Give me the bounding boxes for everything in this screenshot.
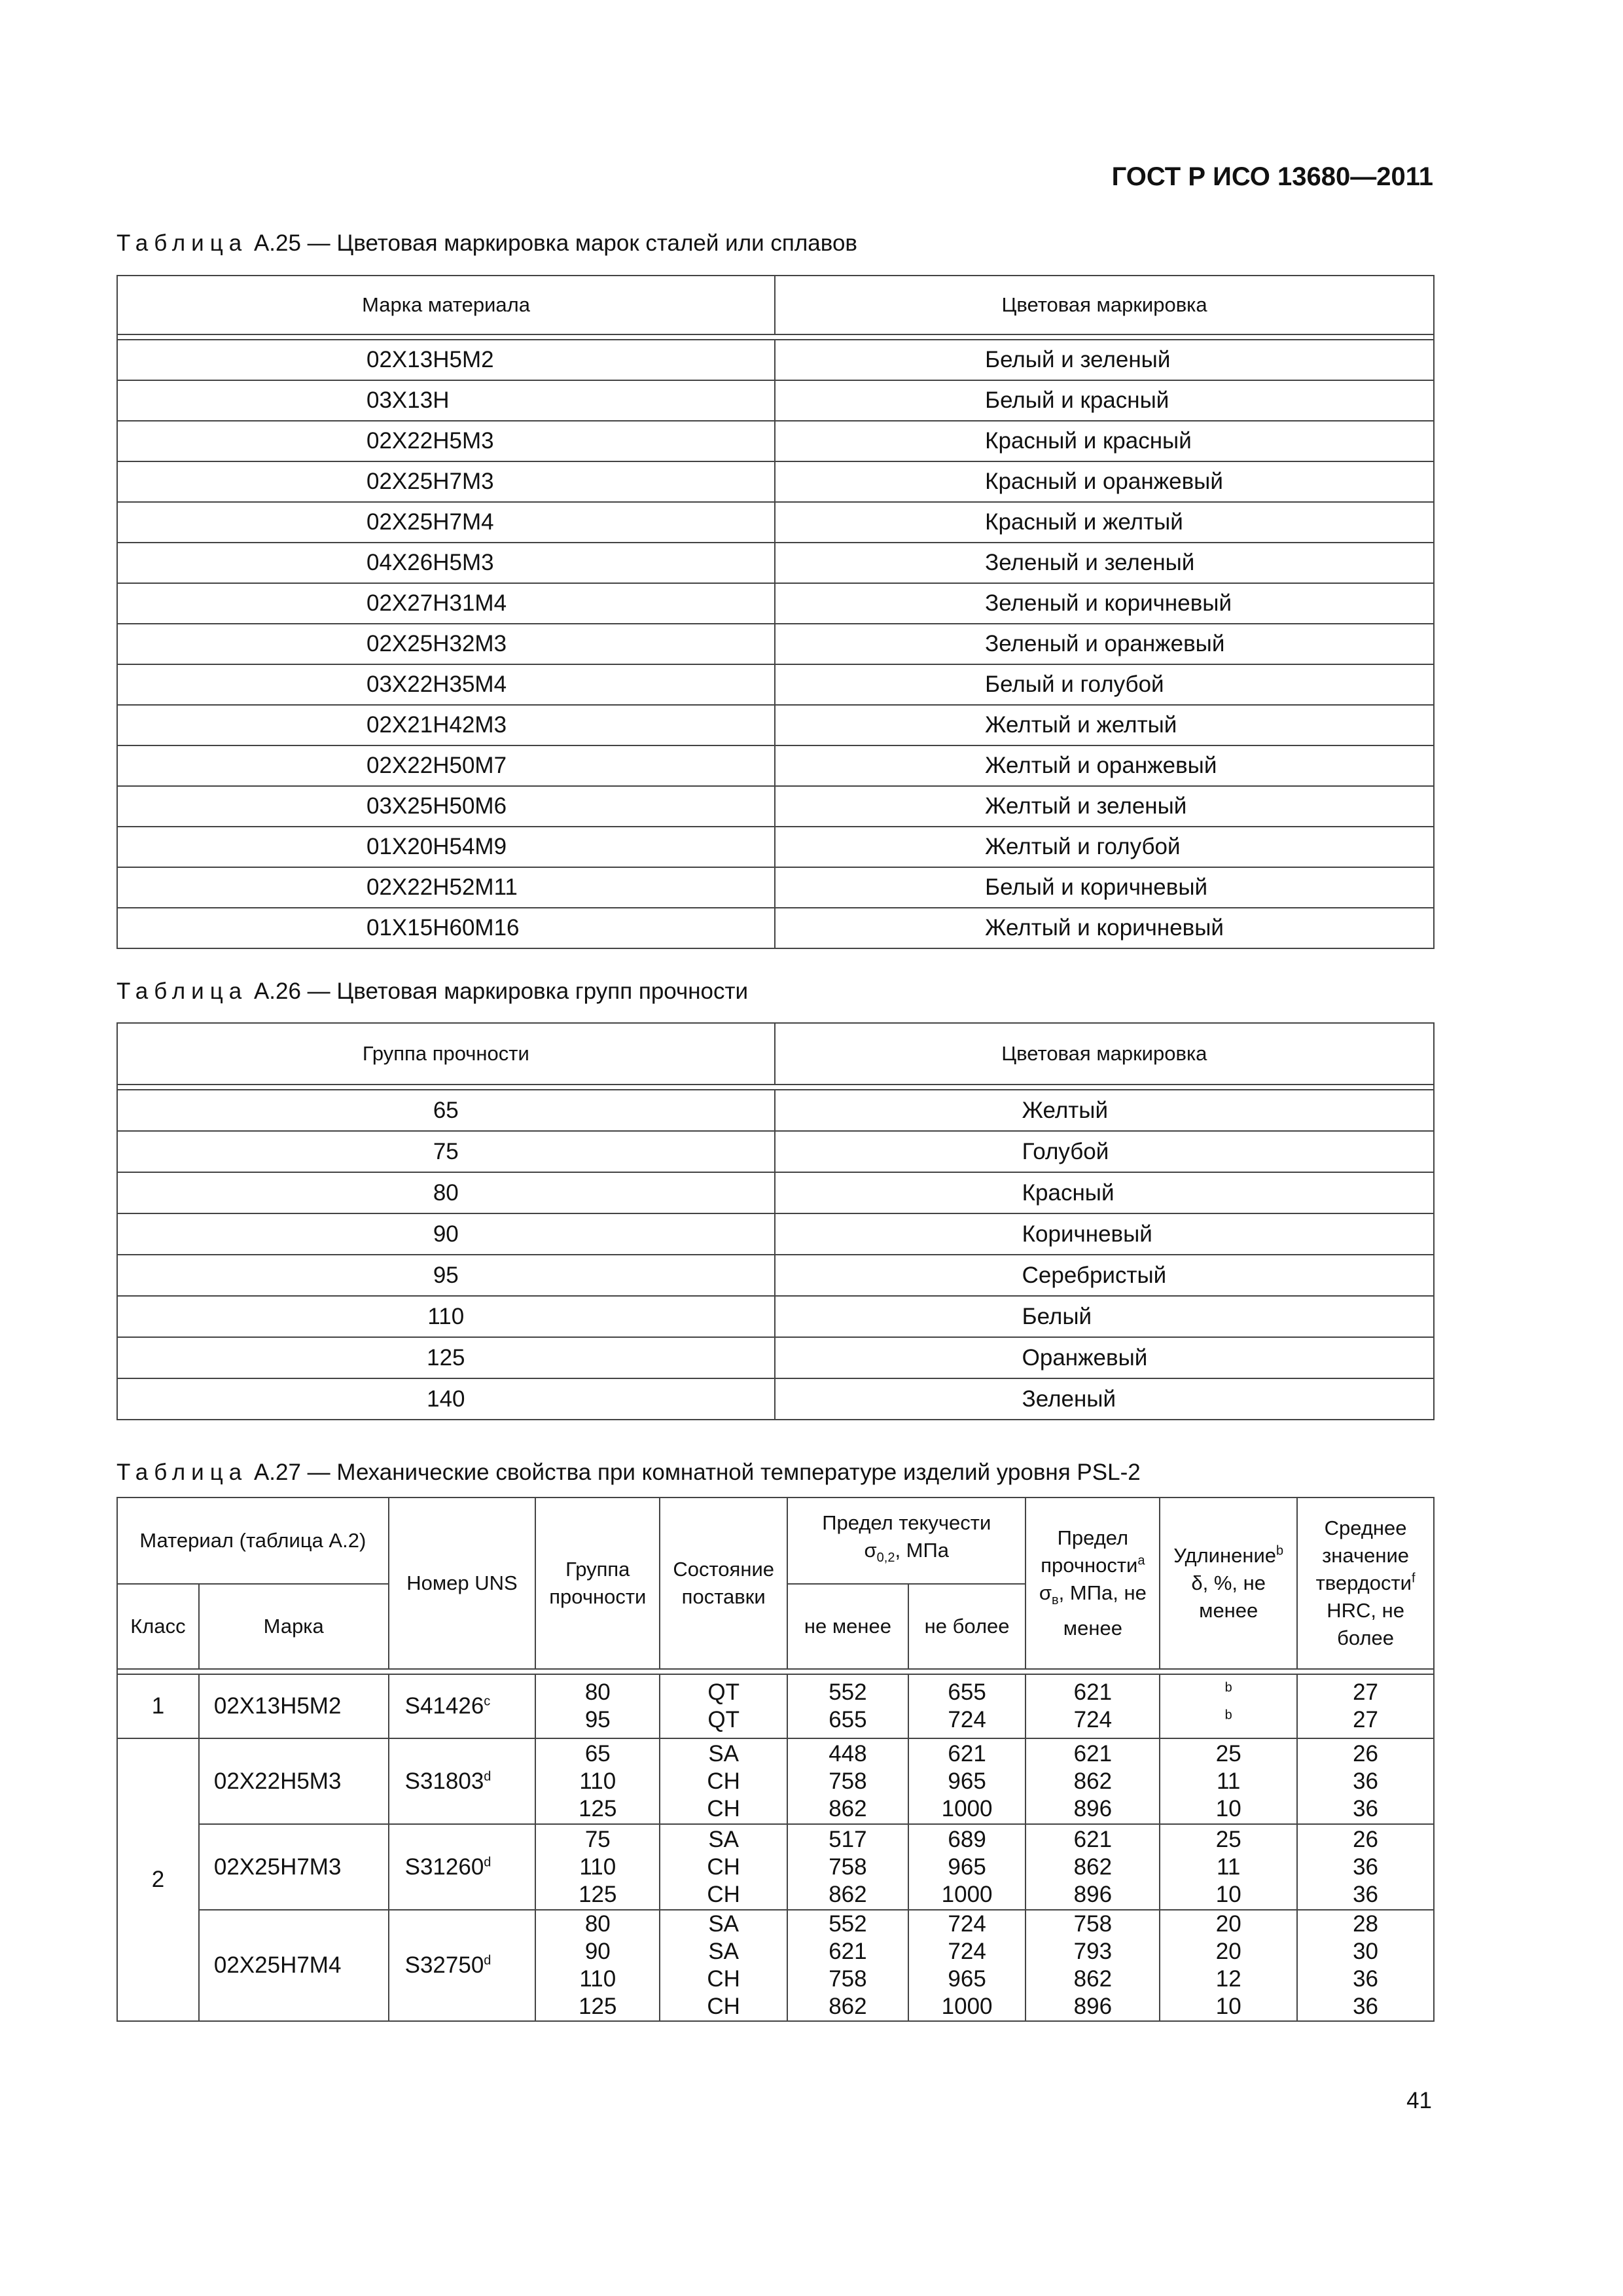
cell-value: 12 xyxy=(1215,1966,1241,1992)
uns-number: S31260 xyxy=(404,1854,484,1880)
table-row xyxy=(117,461,1434,502)
caption-text: А.26 — Цветовая маркировка групп прочности xyxy=(247,978,749,1004)
material-grade-cell: 02Х27Н31М4 xyxy=(117,583,775,624)
cell-value: 896 xyxy=(1073,1994,1113,2019)
footnote-mark: b xyxy=(1276,1543,1284,1558)
hardness-values xyxy=(1297,1824,1434,1910)
material-grade-cell: 03Х25Н50М6 xyxy=(117,786,775,827)
color-marking-cell: Коричневый xyxy=(775,1213,1434,1255)
material-grade-cell: 02Х22Н50М7 xyxy=(117,745,775,786)
hardness-values xyxy=(1297,1910,1434,2021)
table-row xyxy=(117,664,1434,705)
yield-max-values xyxy=(908,1738,1026,1824)
color-marking-cell: Желтый и зеленый xyxy=(775,786,1434,827)
color-marking-cell: Красный и оранжевый xyxy=(775,461,1434,502)
elongation-values xyxy=(1160,1910,1297,2021)
table-row xyxy=(117,1131,1434,1172)
cell-value: 10 xyxy=(1215,1994,1241,2019)
cell-value: 724 xyxy=(1073,1707,1113,1732)
table-row xyxy=(117,867,1434,908)
cell-value: 10 xyxy=(1215,1881,1241,1907)
header-separator xyxy=(117,1669,1434,1674)
cell-value: 125 xyxy=(579,1795,617,1821)
caption-text: А.25 — Цветовая маркировка марок сталей или сплавов xyxy=(247,230,858,256)
tensile-header-line: Предел xyxy=(1057,1526,1129,1550)
yield-min-values xyxy=(787,1738,908,1824)
cell-value: 11 xyxy=(1217,1768,1241,1794)
hardness-header-line: HRC, не xyxy=(1327,1599,1404,1622)
caption-text: А.27 — Механические свойства при комнатной температуре изделий уровня PSL-2 xyxy=(247,1460,1141,1485)
cell-value: 862 xyxy=(1073,1854,1113,1880)
table-a26 xyxy=(116,1022,1435,1420)
cell-value: 1000 xyxy=(941,1994,993,2019)
cell-value: 724 xyxy=(948,1911,986,1937)
condition-values xyxy=(660,1824,787,1910)
cell-value: 80 xyxy=(584,1911,611,1937)
cell-value: SA xyxy=(708,1826,740,1852)
cell-value: 95 xyxy=(584,1707,611,1732)
table-a25-body xyxy=(117,334,1434,948)
color-marking-cell: Красный и красный xyxy=(775,421,1434,461)
yield-max-values xyxy=(908,1674,1026,1738)
tensile-values xyxy=(1026,1738,1160,1824)
material-grade-cell: 02Х25Н7М4 xyxy=(117,502,775,543)
elongation-values xyxy=(1160,1674,1297,1738)
table-a26-caption xyxy=(116,978,748,1005)
yield-min-values xyxy=(787,1674,908,1738)
cell-value: 896 xyxy=(1073,1881,1113,1907)
cell-value: 125 xyxy=(579,1994,617,2019)
condition-values xyxy=(660,1738,787,1824)
color-marking-cell: Голубой xyxy=(775,1131,1434,1172)
group-header-line: Группа xyxy=(565,1558,630,1581)
caption-label: Таблица xyxy=(116,230,248,256)
cell-value: SA xyxy=(708,1939,740,1964)
cell-value: 110 xyxy=(579,1854,616,1880)
yield-unit: , МПа xyxy=(895,1539,950,1562)
table-a27-body xyxy=(117,1669,1434,2021)
strength-group-cell: 75 xyxy=(117,1131,775,1172)
cell-value: CH xyxy=(707,1854,740,1880)
cell-value: 26 xyxy=(1353,1740,1379,1767)
condition-values xyxy=(660,1674,787,1738)
elongation-header-line: менее xyxy=(1199,1599,1258,1622)
table-a25-caption xyxy=(116,230,857,257)
cell-value: SA xyxy=(708,1740,740,1767)
strength-group-cell: 125 xyxy=(117,1337,775,1378)
caption-label: Таблица xyxy=(116,978,248,1004)
group-header xyxy=(535,1498,660,1669)
material-grade-cell: 01Х15Н60М16 xyxy=(117,908,775,948)
cell-value: 689 xyxy=(948,1826,986,1852)
cell-value: 20 xyxy=(1215,1911,1241,1937)
color-marking-cell: Белый xyxy=(775,1296,1434,1337)
cell-value: 75 xyxy=(584,1826,611,1852)
condition-header-line: поставки xyxy=(681,1585,766,1608)
cell-value: 25 xyxy=(1215,1740,1241,1767)
cell-value: 36 xyxy=(1353,1854,1379,1880)
material-grade-cell: 03Х13Н xyxy=(117,380,775,421)
yield-min-values xyxy=(787,1824,908,1910)
cell-value: 724 xyxy=(948,1707,986,1732)
tensile-header xyxy=(1026,1498,1160,1669)
tensile-values xyxy=(1026,1910,1160,2021)
strength-group-cell: 90 xyxy=(117,1213,775,1255)
color-marking-cell: Зеленый и оранжевый xyxy=(775,624,1434,664)
tensile-subscript: в xyxy=(1052,1593,1059,1608)
material-grade-cell: 02Х13Н5М2 xyxy=(117,340,775,380)
cell-value: 621 xyxy=(1073,1826,1113,1852)
cell-value: 655 xyxy=(948,1679,986,1705)
table-row xyxy=(117,786,1434,827)
table-row xyxy=(117,543,1434,583)
table-row xyxy=(117,380,1434,421)
strength-group-cell: 65 xyxy=(117,1090,775,1131)
table-row xyxy=(117,1674,1434,1738)
cell-value: 862 xyxy=(829,1881,867,1907)
cell-value: 896 xyxy=(1073,1795,1113,1821)
table-a27 xyxy=(116,1497,1435,2022)
color-marking-cell: Белый и голубой xyxy=(775,664,1434,705)
cell-value: 110 xyxy=(579,1768,616,1794)
column-header: Марка материала xyxy=(117,276,775,334)
cell-value: 965 xyxy=(948,1966,986,1992)
strength-group-values xyxy=(535,1910,660,2021)
cell-value: 36 xyxy=(1353,1795,1379,1821)
cell-value: 965 xyxy=(948,1854,986,1880)
cell-value: 862 xyxy=(1073,1768,1113,1794)
elongation-header-line: Удлинение xyxy=(1173,1544,1277,1567)
cell-value: 36 xyxy=(1353,1994,1379,2019)
hardness-header xyxy=(1297,1498,1434,1669)
column-header: Группа прочности xyxy=(117,1023,775,1085)
table-a27-caption xyxy=(116,1460,1141,1486)
grade-cell: 02Х25Н7М4 xyxy=(199,1910,389,2021)
cell-value: 448 xyxy=(829,1740,867,1767)
strength-group-cell: 110 xyxy=(117,1296,775,1337)
table-row xyxy=(117,908,1434,948)
strength-group-cell: 95 xyxy=(117,1255,775,1296)
table-row xyxy=(117,1090,1434,1131)
table-row xyxy=(117,1255,1434,1296)
cell-value: 517 xyxy=(829,1826,867,1852)
table-row xyxy=(117,705,1434,745)
yield-min-header: не менее xyxy=(787,1584,908,1669)
cell-value: 758 xyxy=(829,1768,867,1794)
group-header-line: прочности xyxy=(549,1585,647,1608)
footnote-mark: f xyxy=(1412,1571,1416,1586)
table-row xyxy=(117,1910,1434,2021)
header-separator xyxy=(117,1085,1434,1090)
cell-value: 655 xyxy=(829,1707,867,1732)
table-row xyxy=(117,1378,1434,1420)
footnote-mark: a xyxy=(1137,1554,1145,1569)
yield-header-line: Предел текучести xyxy=(822,1511,991,1535)
condition-values xyxy=(660,1910,787,2021)
table-row xyxy=(117,421,1434,461)
strength-group-cell: 80 xyxy=(117,1172,775,1213)
cell-value: 20 xyxy=(1215,1939,1241,1964)
color-marking-cell: Белый и зеленый xyxy=(775,340,1434,380)
table-row xyxy=(117,827,1434,867)
cell-value: CH xyxy=(707,1795,740,1821)
table-row xyxy=(117,1172,1434,1213)
class-cell: 2 xyxy=(117,1738,199,2021)
cell-value: 621 xyxy=(1073,1679,1113,1705)
table-row xyxy=(117,624,1434,664)
cell-value: 65 xyxy=(584,1740,611,1767)
class-header: Класс xyxy=(117,1584,199,1669)
uns-cell xyxy=(389,1674,536,1738)
material-grade-cell: 01Х20Н54М9 xyxy=(117,827,775,867)
condition-header-line: Состояние xyxy=(673,1558,774,1581)
table-row xyxy=(117,340,1434,380)
material-grade-cell: 02Х22Н52М11 xyxy=(117,867,775,908)
color-marking-cell: Зеленый и зеленый xyxy=(775,543,1434,583)
table-row xyxy=(117,1296,1434,1337)
cell-value: CH xyxy=(707,1966,740,1992)
elongation-values xyxy=(1160,1824,1297,1910)
uns-cell xyxy=(389,1824,536,1910)
cell-value: 793 xyxy=(1073,1939,1113,1964)
yield-max-header: не более xyxy=(908,1584,1026,1669)
uns-number: S41426 xyxy=(404,1693,484,1719)
yield-min-values xyxy=(787,1910,908,2021)
grade-cell: 02Х13Н5М2 xyxy=(199,1674,389,1738)
cell-value: 552 xyxy=(829,1911,867,1937)
material-grade-cell: 02Х25Н32М3 xyxy=(117,624,775,664)
cell-value: 862 xyxy=(829,1795,867,1821)
elongation-values xyxy=(1160,1738,1297,1824)
grade-cell: 02Х25Н7М3 xyxy=(199,1824,389,1910)
column-header: Цветовая маркировка xyxy=(775,276,1434,334)
cell-value: CH xyxy=(707,1768,740,1794)
footnote-mark: d xyxy=(484,1768,491,1784)
material-header: Материал (таблица А.2) xyxy=(117,1498,389,1584)
color-marking-cell: Белый и коричневый xyxy=(775,867,1434,908)
cell-value: CH xyxy=(707,1881,740,1907)
cell-value: 125 xyxy=(579,1881,617,1907)
strength-group-values xyxy=(535,1674,660,1738)
material-grade-cell: 02Х25Н7М3 xyxy=(117,461,775,502)
color-marking-cell: Красный и желтый xyxy=(775,502,1434,543)
cell-value: 110 xyxy=(579,1966,616,1992)
cell-value: 862 xyxy=(829,1994,867,2019)
cell-value: 724 xyxy=(948,1939,986,1964)
cell-value: QT xyxy=(707,1679,740,1705)
elongation-header-line: δ, %, не xyxy=(1191,1571,1266,1594)
condition-header xyxy=(660,1498,787,1669)
strength-group-cell: 140 xyxy=(117,1378,775,1420)
cell-value: b xyxy=(1224,1680,1232,1695)
uns-header: Номер UNS xyxy=(389,1498,536,1669)
cell-value: 25 xyxy=(1215,1826,1241,1852)
color-marking-cell: Зеленый xyxy=(775,1378,1434,1420)
tensile-header-line: , МПа, не xyxy=(1058,1581,1147,1605)
yield-max-values xyxy=(908,1824,1026,1910)
table-row xyxy=(117,1824,1434,1910)
header-separator xyxy=(117,334,1434,340)
uns-number: S31803 xyxy=(404,1768,484,1794)
table-a25 xyxy=(116,275,1435,949)
class-cell: 1 xyxy=(117,1674,199,1738)
cell-value: 36 xyxy=(1353,1881,1379,1907)
color-marking-cell: Желтый и желтый xyxy=(775,705,1434,745)
yield-max-values xyxy=(908,1910,1026,2021)
hardness-header-line: более xyxy=(1337,1626,1395,1649)
cell-value: 1000 xyxy=(941,1795,993,1821)
material-grade-cell: 02Х22Н5М3 xyxy=(117,421,775,461)
elongation-header xyxy=(1160,1498,1297,1669)
footnote-mark: d xyxy=(484,1854,491,1869)
hardness-values xyxy=(1297,1674,1434,1738)
cell-value: 28 xyxy=(1353,1911,1379,1937)
color-marking-cell: Серебристый xyxy=(775,1255,1434,1296)
cell-value: 621 xyxy=(1073,1740,1113,1767)
table-row xyxy=(117,583,1434,624)
uns-cell xyxy=(389,1738,536,1824)
cell-value: 758 xyxy=(829,1854,867,1880)
uns-number: S32750 xyxy=(404,1952,484,1978)
cell-value: 30 xyxy=(1353,1939,1379,1964)
footnote-mark: d xyxy=(484,1953,491,1968)
cell-value: CH xyxy=(707,1994,740,2019)
table-row xyxy=(117,745,1434,786)
tensile-header-line: менее xyxy=(1063,1616,1122,1640)
material-grade-cell: 03Х22Н35М4 xyxy=(117,664,775,705)
cell-value: 1000 xyxy=(941,1881,993,1907)
strength-group-values xyxy=(535,1824,660,1910)
table-row xyxy=(117,1337,1434,1378)
yield-subscript: 0,2 xyxy=(876,1551,895,1566)
table-row xyxy=(117,502,1434,543)
yield-header xyxy=(787,1498,1026,1584)
material-grade-cell: 04Х26Н5М3 xyxy=(117,543,775,583)
hardness-values xyxy=(1297,1738,1434,1824)
color-marking-cell: Красный xyxy=(775,1172,1434,1213)
cell-value: 621 xyxy=(829,1939,867,1964)
cell-value: 862 xyxy=(1073,1966,1113,1992)
table-row xyxy=(117,1738,1434,1824)
hardness-header-line: Среднее xyxy=(1324,1516,1407,1539)
material-grade-cell: 02Х21Н42М3 xyxy=(117,705,775,745)
color-marking-cell: Желтый и голубой xyxy=(775,827,1434,867)
cell-value: 36 xyxy=(1353,1966,1379,1992)
cell-value: 758 xyxy=(829,1966,867,1992)
hardness-header-line: твердости xyxy=(1315,1571,1412,1594)
column-header: Цветовая маркировка xyxy=(775,1023,1434,1085)
hardness-header-line: значение xyxy=(1322,1544,1410,1567)
cell-value: 26 xyxy=(1353,1826,1379,1852)
cell-value: 36 xyxy=(1353,1768,1379,1794)
cell-value: 27 xyxy=(1353,1707,1379,1732)
cell-value: 965 xyxy=(948,1768,986,1794)
cell-value: b xyxy=(1224,1708,1232,1723)
uns-cell xyxy=(389,1910,536,2021)
tensile-values xyxy=(1026,1824,1160,1910)
cell-value: 758 xyxy=(1073,1911,1113,1937)
strength-group-values xyxy=(535,1738,660,1824)
cell-value: QT xyxy=(707,1707,740,1732)
color-marking-cell: Зеленый и коричневый xyxy=(775,583,1434,624)
cell-value: 27 xyxy=(1353,1679,1379,1705)
caption-label: Таблица xyxy=(116,1460,248,1485)
sigma-symbol: σ xyxy=(1039,1581,1052,1605)
cell-value: 621 xyxy=(948,1740,986,1767)
tensile-values xyxy=(1026,1674,1160,1738)
grade-header: Марка xyxy=(199,1584,389,1669)
footnote-mark: c xyxy=(484,1694,491,1709)
color-marking-cell: Желтый и оранжевый xyxy=(775,745,1434,786)
cell-value: 90 xyxy=(584,1939,611,1964)
document-header: ГОСТ Р ИСО 13680—2011 xyxy=(1111,162,1433,191)
cell-value: 80 xyxy=(584,1679,611,1705)
table-a26-body xyxy=(117,1085,1434,1420)
cell-value: 10 xyxy=(1215,1795,1241,1821)
color-marking-cell: Желтый и коричневый xyxy=(775,908,1434,948)
color-marking-cell: Белый и красный xyxy=(775,380,1434,421)
color-marking-cell: Оранжевый xyxy=(775,1337,1434,1378)
cell-value: 552 xyxy=(829,1679,867,1705)
color-marking-cell: Желтый xyxy=(775,1090,1434,1131)
table-row xyxy=(117,1213,1434,1255)
cell-value: 11 xyxy=(1217,1854,1241,1880)
cell-value: SA xyxy=(708,1911,740,1937)
page-number: 41 xyxy=(1406,2088,1432,2113)
tensile-header-line: прочности xyxy=(1041,1554,1138,1577)
grade-cell: 02Х22Н5М3 xyxy=(199,1738,389,1824)
sigma-symbol: σ xyxy=(864,1539,877,1562)
